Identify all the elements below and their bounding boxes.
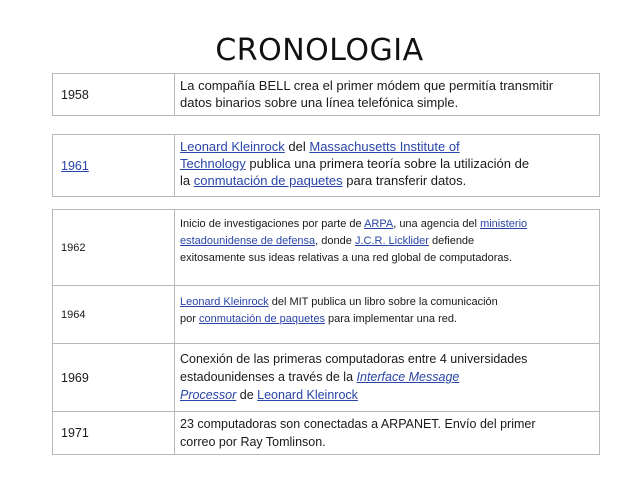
description-line	[180, 368, 593, 386]
ministry-link-continued[interactable]: estadounidense de defensa	[180, 235, 316, 247]
text-fragment: , donde	[315, 235, 355, 247]
text-fragment: defiende	[428, 235, 475, 247]
description-line	[180, 311, 593, 328]
year-cell: 1962	[53, 210, 175, 286]
table-row	[53, 344, 600, 412]
year-cell: 1964	[53, 286, 175, 344]
imp-link[interactable]: Interface Message	[356, 370, 460, 384]
year-cell: 1969	[53, 344, 175, 412]
description-cell	[175, 210, 600, 286]
year-link[interactable]: 1961	[61, 158, 89, 173]
text-fragment: la	[180, 173, 194, 188]
text-fragment: para implementar una red.	[324, 313, 458, 325]
packet-switching-link[interactable]: conmutación de paquetes	[198, 313, 325, 325]
kleinrock-link[interactable]: Leonard Kleinrock	[257, 388, 358, 402]
packet-switching-link[interactable]: conmutación de paquetes	[193, 173, 343, 188]
description-cell	[175, 74, 600, 116]
timeline-table-main	[52, 209, 600, 455]
text-fragment: , una agencia del	[393, 218, 481, 230]
year-cell	[53, 135, 175, 197]
text-fragment: de	[236, 388, 258, 402]
timeline-table-1958	[52, 73, 600, 116]
description-line: Conexión de las primeras computadoras entre 4 universidades	[180, 352, 528, 366]
description-cell	[175, 135, 600, 197]
timeline-table-1961	[52, 134, 600, 197]
description-line	[180, 386, 593, 404]
ministry-link[interactable]: ministerio	[480, 218, 528, 230]
text-fragment: Inicio de investigaciones por parte de	[180, 218, 365, 230]
text-fragment: del	[284, 139, 310, 154]
table-row	[53, 210, 600, 286]
description-cell	[175, 412, 600, 455]
mit-link[interactable]: Massachusetts Institute of	[309, 139, 460, 154]
description-line	[180, 216, 593, 233]
description-cell	[175, 344, 600, 412]
description-line: 23 computadoras son conectadas a ARPANET. Envío del primer	[180, 417, 536, 431]
description-line	[180, 172, 593, 189]
kleinrock-link[interactable]: Leonard Kleinrock	[180, 139, 285, 154]
table-row	[53, 412, 600, 455]
description-line: La compañía BELL crea el primer módem que permitía transmitir	[180, 78, 554, 93]
text-fragment: estadounidenses a través de la	[180, 370, 357, 384]
text-fragment: publica una primera teoría sobre la utilización de	[245, 156, 530, 171]
description-cell	[175, 286, 600, 344]
arpa-link[interactable]: ARPA	[364, 218, 394, 230]
description-line	[180, 233, 593, 250]
text-fragment: por	[180, 313, 199, 325]
imp-link-continued[interactable]: Processor	[180, 388, 237, 402]
description-line	[180, 294, 593, 311]
year-cell: 1971	[53, 412, 175, 455]
description-line	[180, 155, 593, 172]
licklider-link[interactable]: J.C.R. Licklider	[354, 235, 429, 247]
table-row	[53, 135, 600, 197]
text-fragment: para transferir datos.	[342, 173, 467, 188]
description-line	[180, 138, 593, 155]
description-line: correo por Ray Tomlinson.	[180, 435, 326, 449]
kleinrock-link[interactable]: Leonard Kleinrock	[180, 296, 269, 308]
year-cell: 1958	[53, 74, 175, 116]
text-fragment: del MIT publica un libro sobre la comunicación	[268, 296, 498, 308]
table-row	[53, 286, 600, 344]
mit-link-continued[interactable]: Technology	[180, 156, 246, 171]
description-line: datos binarios sobre una línea telefónica simple.	[180, 95, 459, 110]
description-line: exitosamente sus ideas relativas a una red global de computadoras.	[180, 252, 513, 264]
table-row	[53, 74, 600, 116]
page-title: CRONOLOGIA	[215, 33, 424, 68]
